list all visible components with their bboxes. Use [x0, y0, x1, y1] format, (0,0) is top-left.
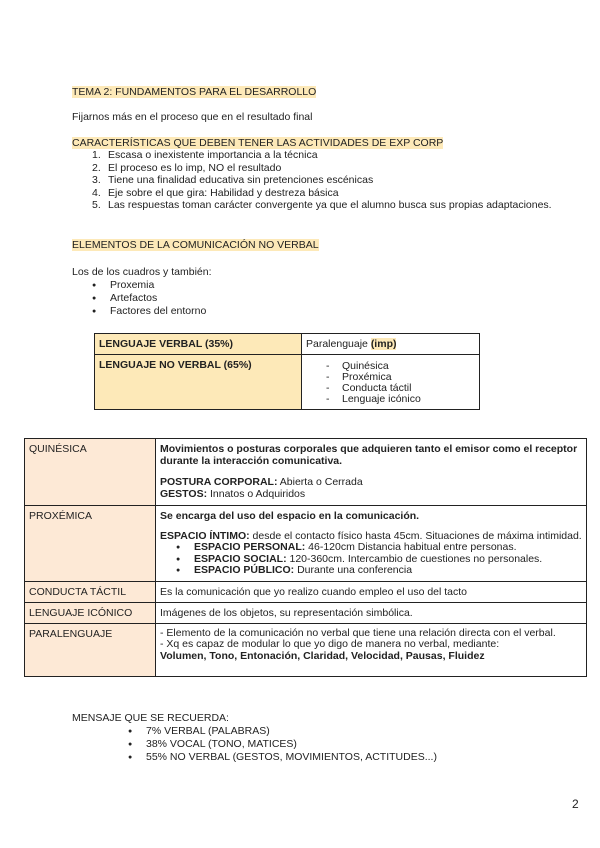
cuadros-intro: Los de los cuadros y también: — [72, 266, 212, 278]
quinesica-label: QUINÉSICA — [25, 439, 156, 506]
gestos-label: GESTOS: — [160, 488, 208, 500]
paralenguaje-label: PARALENGUAJE — [25, 623, 156, 676]
list-text: Eje sobre el que gira: Habilidad y destreza básica — [108, 186, 339, 199]
page-title — [72, 86, 316, 98]
spaces-list — [176, 542, 582, 577]
paralenguaje-line2: - Xq es capaz de modular lo que yo digo de manera no verbal, mediante: — [160, 638, 500, 650]
list-item — [92, 149, 552, 162]
space-label: ESPACIO PÚBLICO: — [194, 564, 295, 576]
iconico-label: LENGUAJE ICÓNICO — [25, 602, 156, 623]
list-number: 3. — [92, 174, 101, 187]
list-item: ● Artefactos — [92, 292, 206, 305]
postura-label: POSTURA CORPORAL: — [160, 476, 278, 488]
list-text: Escasa o inexistente importancia a la técnica — [108, 149, 318, 161]
iconico-desc: Imágenes de los objetos, su representación simbólica. — [156, 602, 587, 623]
list-number: 1. — [92, 149, 101, 161]
language-table — [94, 333, 480, 410]
space-label: ESPACIO SOCIAL: — [194, 552, 287, 565]
intro-text: Fijarnos más en el proceso que en el resultado final — [72, 111, 313, 123]
paralenguaje-content — [156, 623, 587, 676]
nonverbal-items-cell — [302, 355, 480, 410]
elements-list — [92, 279, 206, 318]
gestos-line — [160, 488, 582, 500]
paralenguaje-line3: Volumen, Tono, Entonación, Claridad, Velocidad, Pausas, Fluidez — [160, 649, 485, 662]
space-value: 120-360cm. Intercambio de cuestiones no personales. — [286, 552, 543, 565]
list-text: El proceso es lo imp, NO el resultado — [108, 161, 282, 174]
list-number: 5. — [92, 199, 101, 212]
tactil-label: CONDUCTA TÁCTIL — [25, 581, 156, 602]
list-item — [92, 187, 552, 200]
proxemica-label: PROXÉMICA — [25, 506, 156, 582]
list-number: 2. — [92, 161, 101, 174]
list-item — [92, 174, 552, 187]
list-number: 4. — [92, 186, 101, 199]
intimo-label: ESPACIO ÍNTIMO: — [160, 530, 250, 542]
proxemica-desc: Se encarga del uso del espacio en la comunicación. — [160, 510, 420, 522]
imp-tag: (imp) — [370, 338, 397, 350]
nonverbal-cell: LENGUAJE NO VERBAL (65%) — [95, 355, 302, 410]
space-value: 46-120cm Distancia habitual entre personas. — [305, 541, 517, 553]
heading-tema-2: TEMA 2: FUNDAMENTOS PARA EL DESARROLLO — [72, 86, 317, 98]
table-row — [25, 602, 587, 623]
mensaje-title: MENSAJE QUE SE RECUERDA: — [72, 712, 229, 724]
list-item: ● 7% VERBAL (PALABRAS) — [128, 725, 437, 738]
list-text: Las respuestas toman carácter convergente ya que el alumno busca sus propias adaptaciones. — [108, 199, 552, 212]
postura-value: Abierta o Cerrada — [277, 476, 363, 488]
list-item — [176, 565, 582, 577]
gestos-value: Innatos o Adquiridos — [207, 488, 306, 500]
list-item: - Conducta táctil — [326, 383, 475, 394]
quinesica-content — [156, 439, 587, 506]
list-text: Tiene una finalidad educativa sin pretenciones escénicas — [108, 174, 374, 187]
list-item — [92, 199, 552, 212]
table-row — [25, 439, 587, 506]
elements-heading-text: ELEMENTOS DE LA COMUNICACIÓN NO VERBAL — [72, 239, 319, 251]
list-item: - Proxémica — [326, 372, 475, 383]
table-row — [25, 506, 587, 582]
space-label: ESPACIO PERSONAL: — [194, 541, 306, 553]
postura-line — [160, 476, 582, 488]
nonverbal-detail-table — [24, 438, 587, 677]
nonverbal-list — [326, 361, 475, 405]
list-item: ● Proxemia — [92, 279, 206, 292]
table-row — [25, 581, 587, 602]
proxemica-content — [156, 506, 587, 582]
list-item — [92, 162, 552, 175]
list-item: ● 55% NO VERBAL (GESTOS, MOVIMIENTOS, ACTITUDES...) — [128, 751, 437, 764]
page-number: 2 — [572, 797, 579, 811]
characteristics-list — [92, 149, 552, 212]
verbal-cell: LENGUAJE VERBAL (35%) — [95, 334, 302, 355]
characteristics-heading — [72, 137, 443, 149]
elements-heading — [72, 239, 319, 251]
list-item: - Lenguaje icónico — [326, 394, 475, 405]
list-item: - Quinésica — [326, 361, 475, 372]
list-item: ● 38% VOCAL (TONO, MATICES) — [128, 738, 437, 751]
space-value: Durante una conferencia — [294, 564, 413, 576]
mensaje-list — [128, 725, 437, 764]
intimo-value: desde el contacto físico hasta 45cm. Situaciones de máxima intimidad. — [249, 530, 582, 542]
paralenguaje-label: Paralenguaje — [306, 338, 368, 350]
paralenguaje-cell — [302, 334, 480, 355]
quinesica-desc: Movimientos o posturas corporales que adquieren tanto el emisor como el receptor durante la interacción comunicativa. — [160, 443, 578, 467]
characteristics-heading-text: CARACTERÍSTICAS QUE DEBEN TENER LAS ACTIVIDADES DE EXP CORP — [72, 137, 444, 149]
tactil-desc: Es la comunicación que yo realizo cuando empleo el uso del tacto — [156, 581, 587, 602]
paralenguaje-line1: - Elemento de la comunicación no verbal que tiene una relación directa con el verbal. — [160, 626, 556, 639]
list-item: ● Factores del entorno — [92, 305, 206, 318]
table-row — [25, 623, 587, 676]
